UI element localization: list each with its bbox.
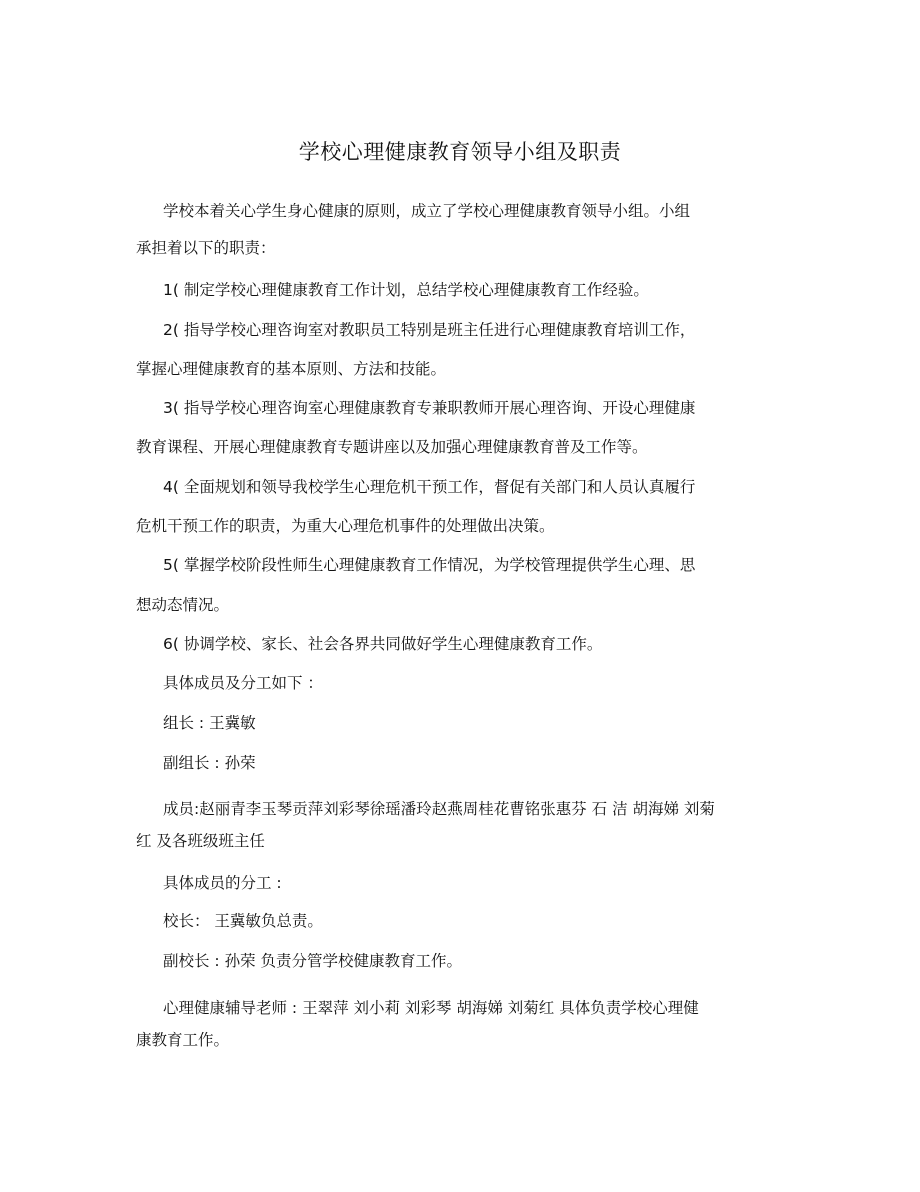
members-line-1: 成员:赵丽青李玉琴贡萍刘彩琴徐瑶潘玲赵燕周桂花曹铭张惠芬 石 洁 胡海娣 刘菊 xyxy=(163,800,715,818)
duty-4-line-2: 危机干预工作的职责，为重大心理危机事件的处理做出决策。 xyxy=(136,517,555,535)
members-line-2: 红 及各班级班主任 xyxy=(136,832,265,850)
principal-line: 校长： 王冀敏负总责。 xyxy=(163,912,323,930)
leader-line: 组长 : 王冀敏 xyxy=(163,714,256,732)
duty-4-line-1: 4( 全面规划和领导我校学生心理危机干预工作，督促有关部门和人员认真履行 xyxy=(163,478,696,496)
duty-6-line-1: 6( 协调学校、家长、社会各界共同做好学生心理健康教育工作。 xyxy=(163,635,603,653)
duty-2-line-1: 2( 指导学校心理咨询室对教职员工特别是班主任进行心理健康教育培训工作， xyxy=(163,321,696,339)
duty-3-line-2: 教育课程、开展心理健康教育专题讲座以及加强心理健康教育普及工作等。 xyxy=(136,438,648,456)
division-heading: 具体成员的分工 : xyxy=(163,874,282,892)
document-title: 学校心理健康教育领导小组及职责 xyxy=(298,140,622,164)
vice-principal-line: 副校长 : 孙荣 负责分管学校健康教育工作。 xyxy=(163,952,463,970)
duty-1-line-1: 1( 制定学校心理健康教育工作计划，总结学校心理健康教育工作经验。 xyxy=(163,281,649,299)
intro-line-1: 学校本着关心学生身心健康的原则，成立了学校心理健康教育领导小组。小组 xyxy=(163,202,691,220)
counselors-line-2: 康教育工作。 xyxy=(136,1031,230,1049)
deputy-leader-line: 副组长 : 孙荣 xyxy=(163,754,256,772)
duty-3-line-1: 3( 指导学校心理咨询室心理健康教育专兼职教师开展心理咨询、开设心理健康 xyxy=(163,399,696,417)
intro-line-2: 承担着以下的职责： xyxy=(136,239,276,257)
counselors-line-1: 心理健康辅导老师 : 王翠萍 刘小莉 刘彩琴 胡海娣 刘菊红 具体负责学校心理健 xyxy=(163,999,699,1017)
members-heading: 具体成员及分工如下 ： xyxy=(163,674,323,692)
duty-5-line-2: 想动态情况。 xyxy=(136,596,230,614)
duty-2-line-2: 掌握心理健康教育的基本原则、方法和技能。 xyxy=(136,360,447,378)
duty-5-line-1: 5( 掌握学校阶段性师生心理健康教育工作情况，为学校管理提供学生心理、思 xyxy=(163,556,696,574)
